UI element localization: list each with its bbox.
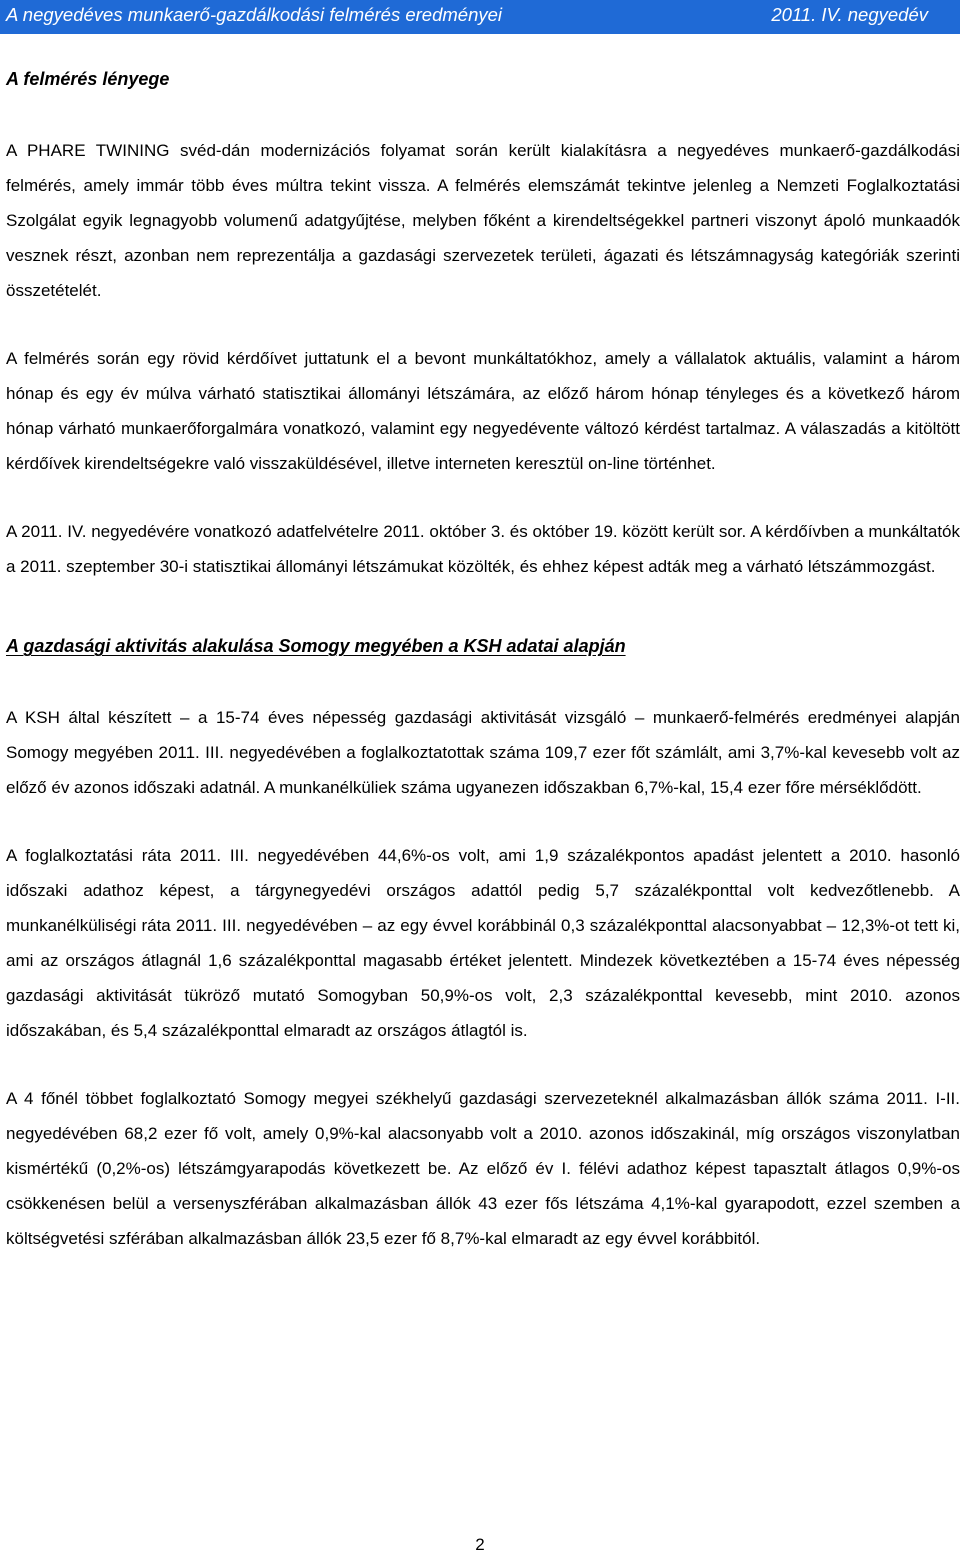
page-header <box>0 0 960 34</box>
section-title-ksh: A gazdasági aktivitás alakulása Somogy megyében a KSH adatai alapján <box>6 636 626 656</box>
paragraph: A felmérés során egy rövid kérdőívet juttatunk el a bevont munkáltatókhoz, amely a vállalatok aktuális, valamint a három hónap és egy év múlva várható statisztikai állományi létszámára, az előző három hónap tényleges és a következő három hónap várható munkaerőforgalmára vonatkozó, valamint egy negyedévente változó kérdést tartalmaz. A válaszadás a kitöltött kérdőívek kirendeltségekre való visszaküldésével, illetve interneten keresztül on-line történhet. <box>6 349 960 473</box>
paragraph: A PHARE TWINING svéd-dán modernizációs folyamat során került kialakításra a negyedéves munkaerő-gazdálkodási felmérés, amely immár több éves múltra tekint vissza. A felmérés elemszámát tekintve jelenleg a Nemzeti Foglalkoztatási Szolgálat egyik legnagyobb volumenű adatgyűjtése, melyben főként a kirendeltségekkel partneri viszonyt ápoló munkaadók vesznek részt, azonban nem reprezentálja a gazdasági szervezetek területi, ágazati és létszámnagyság kategóriák szerinti összetételét. <box>6 141 960 300</box>
paragraph: A 2011. IV. negyedévére vonatkozó adatfelvételre 2011. október 3. és október 19. között került sor. A kérdőívben a munkáltatók a 2011. szeptember 30-i statisztikai állományi létszámukat közölték, és ehhez képest adták meg a várható létszámmozgást. <box>6 522 960 576</box>
section-title-survey: A felmérés lényege <box>6 69 170 89</box>
header-period: 2011. IV. negyedév <box>771 4 928 25</box>
header-title: A negyedéves munkaerő-gazdálkodási felmérés eredményei <box>6 4 503 25</box>
paragraph: A 4 főnél többet foglalkoztató Somogy megyei székhelyű gazdasági szervezeteknél alkalmazásban állók száma 2011. I-II. negyedévében 68,2 ezer fő volt, amely 0,9%-kal alacsonyabb volt a 2010. azonos időszakinál, míg országos viszonylatban kismértékű (0,2%-os) létszámgyarapodás következett be. Az előző év I. félévi adathoz képest tapasztalt átlagos 0,9%-os csökkenésen belül a versenyszférában alkalmazásban állók 43 ezer fős létszáma 4,1%-kal gyarapodott, ezzel szemben a költségvetési szférában alkalmazásban állók 23,5 ezer fő 8,7%-kal elmaradt az egy évvel korábbitól. <box>6 1089 960 1248</box>
paragraph: A foglalkoztatási ráta 2011. III. negyedévében 44,6%-os volt, ami 1,9 százalékpontos apadást jelentett a 2010. hasonló időszaki adathoz képest, a tárgynegyedévi országos adattól pedig 5,7 százalékponttal volt kedvezőtlenebb. A munkanélküliségi ráta 2011. III. negyedévében – az egy évvel korábbinál 0,3 százalékponttal alacsonyabbat – 12,3%-ot tett ki, ami az országos átlagnál 1,6 százalékponttal magasabb értéket jelentett. Mindezek következtében a 15-74 éves népesség gazdasági aktivitását tükröző mutató Somogyban 50,9%-os volt, 2,3 százalékponttal kevesebb, mint 2010. azonos időszakában, és 5,4 százalékponttal elmaradt az országos átlagtól is. <box>6 846 960 1040</box>
paragraph: A KSH által készített – a 15-74 éves népesség gazdasági aktivitását vizsgáló – munkaerő-felmérés eredményei alapján Somogy megyében 2011. III. negyedévében a foglalkoztatottak száma 109,7 ezer főt számlált, ami 3,7%-kal kevesebb volt az előző év azonos időszaki adatnál. A munkanélküliek száma ugyanezen időszakban 6,7%-kal, 15,4 ezer főre mérséklődött. <box>6 708 960 797</box>
page-number: 2 <box>475 1535 485 1554</box>
document-body <box>6 64 960 1256</box>
